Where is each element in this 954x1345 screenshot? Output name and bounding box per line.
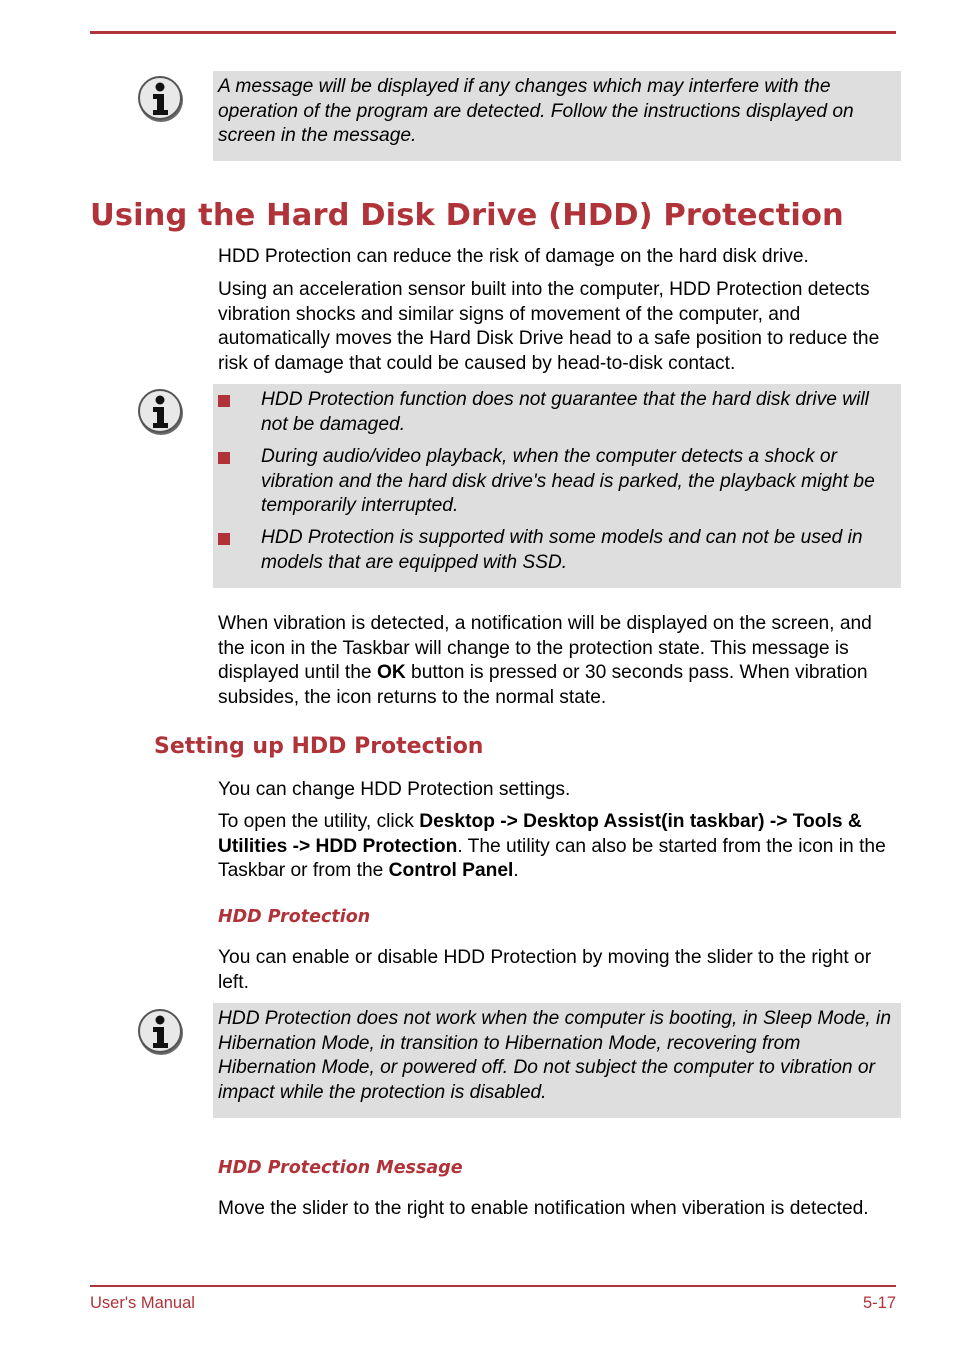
section-title: Using the Hard Disk Drive (HDD) Protection — [90, 198, 844, 233]
paragraph — [218, 612, 898, 710]
info-icon — [136, 74, 186, 124]
text-run: When vibration is detected, a notification will be displayed on the screen, and the icon in the Taskbar will change to the protection state. This message is displayed until the — [218, 613, 872, 683]
paragraph: HDD Protection can reduce the risk of damage on the hard disk drive. — [218, 246, 809, 267]
text-run: button is pressed or 30 seconds pass. When vibration subsides, the icon returns to the normal state. — [218, 662, 868, 708]
list-item-text: HDD Protection function does not guarantee that the hard disk drive will not be damaged. — [261, 389, 869, 435]
text-run: . — [513, 860, 519, 881]
header-rule — [90, 31, 896, 34]
text-run: To open the utility, click — [218, 811, 420, 832]
paragraph: You can change HDD Protection settings. — [218, 779, 571, 800]
list-item-text: HDD Protection is supported with some models and can not be used in models that are equipped with SSD. — [261, 527, 863, 573]
paragraph: You can enable or disable HDD Protection by moving the slider to the right or left. — [218, 947, 872, 993]
menu-path: Desktop -> Desktop Assist(in taskbar) -> Tools & Utilities -> HDD Protection — [218, 811, 862, 857]
text-run: . The utility can also be started from the icon in the Taskbar or from the — [218, 835, 886, 881]
page-number: 5-17 — [862, 1294, 896, 1312]
note-text: A message will be displayed if any changes which may interfere with the operation of the program are detected. Follow the instructions displayed on screen in the message. — [218, 76, 854, 146]
bullet-square-icon — [218, 452, 230, 464]
list-item-text: During audio/video playback, when the computer detects a shock or vibration and the hard disk drive's head is parked, the playback might be temporarily interrupted. — [261, 446, 875, 516]
info-icon — [136, 1007, 186, 1057]
info-icon — [136, 387, 186, 437]
footer-rule — [90, 1285, 896, 1287]
paragraph — [218, 810, 898, 884]
control-panel-label: Control Panel — [388, 860, 514, 881]
ok-button-label: OK — [376, 662, 406, 683]
note-text: HDD Protection does not work when the computer is booting, in Sleep Mode, in Hibernation Mode, in transition to Hibernation Mode, recovering from Hibernation Mode, or powered off. Do not subject the computer to vibration or impact while the protection is disabled. — [218, 1008, 891, 1103]
sub-subsection-title: HDD Protection Message — [218, 1158, 463, 1178]
bullet-square-icon — [218, 533, 230, 545]
sub-subsection-title: HDD Protection — [218, 907, 371, 927]
paragraph: Move the slider to the right to enable notification when viberation is detected. — [218, 1198, 869, 1219]
bullet-square-icon — [218, 395, 230, 407]
footer-title: User's Manual — [90, 1294, 195, 1312]
paragraph: Using an acceleration sensor built into the computer, HDD Protection detects vibration shocks and similar signs of movement of the computer, and automatically moves the Hard Disk Drive head to a safe position to reduce the risk of damage that could be caused by head-to-disk contact. — [218, 279, 880, 374]
subsection-title: Setting up HDD Protection — [154, 734, 484, 759]
